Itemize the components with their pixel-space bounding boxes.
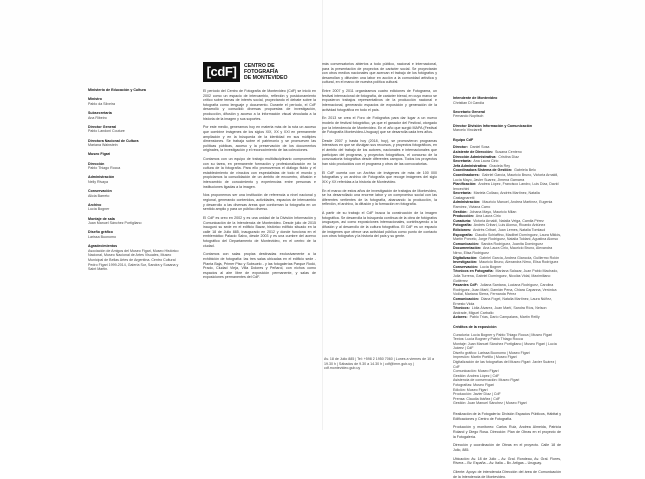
staff-role: Administración: [453, 200, 481, 205]
credit-block [88, 203, 186, 212]
staff-names: Daniel Sosa [469, 145, 490, 150]
intro-paragraph: Contamos con un equipo de trabajo multidisciplinario comprometido con su tarea, en permanente formación y profesionalización en la cultura de la fotografía. Para ello promovemos el diálogo fluido y el establecimiento de vínculos con especialistas de todo el mundo y propiciamos la consolidación de un ámbito de encuentro, difusión e intercambio de conocimiento y experiencias entre personas e instituciones ligadas a la imagen. [203, 157, 316, 189]
staff-row [453, 269, 561, 283]
staff-names: Graciela Rey [489, 163, 510, 168]
authority-block [453, 96, 561, 105]
credit-value: Larissa Buonomo [88, 235, 116, 239]
cdf-logo [203, 62, 288, 82]
team-title: Equipo CdF [453, 137, 474, 142]
staff-role: Digitalización: [453, 255, 478, 260]
authority-value: Fernando Nopitsch [453, 114, 484, 119]
staff-row [453, 233, 561, 242]
middle-paragraph: más conversatorios abiertos a todo público, nacional e internacional, para la presentación de proyectos de carácter social. Se proyectarán con otros medios nacionales que acercan el trabajo de los fotógrafos y desarrollan y difunden una labor en acción a la comunidad artística y cultural, en el marco de nuestra política cultural. [322, 62, 437, 85]
staff-role: Gestión: [453, 209, 468, 214]
credit-line: Textos: Lucía Bogner y Pablo Thiago Rocca [453, 337, 523, 342]
staff-role: Conservación: [453, 264, 478, 269]
authority-value: Christian Di Candia [453, 100, 484, 105]
staff-role: Secretaría: [453, 159, 472, 164]
credit-block [88, 139, 186, 148]
credit-line: Prensa: Claudia Ibáñez | CdF [453, 396, 501, 401]
credit-label: Directora Nacional de Cultura [88, 138, 139, 143]
authority-label: Secretario General [453, 109, 485, 114]
credit-value: Pablo da Silveira [88, 101, 115, 106]
staff-names: Susana Centeno [494, 149, 522, 154]
logo-line-3: DE MONTEVIDEO [244, 75, 288, 81]
intro-column [203, 89, 316, 344]
address-block: Av. 18 de Julio 885 | Tel: +598 2 1950 7060 | Lunes a viernes de 10 a 19.30 h | Sábados de 9.30 a 14.30 h | cdf@imm.gub.uy | cdf.montevideo.gub.uy [324, 357, 435, 371]
staff-names: Lucía Bogner [479, 264, 502, 269]
credit-block [88, 189, 186, 198]
staff-names: Victoria Arnaldi, Natalia Veiga, Camila Pérez [473, 218, 544, 223]
credit-value: Nelly Rivaya [88, 179, 108, 184]
staff-names: Lidia Álvarez, Juan Martí, Sandra Ríos, Nelson Andrade, Miguel Carballo [453, 306, 547, 315]
staff-names: Mariela Collazo, Andrés Martínez, Natalia Castagnaretti [453, 191, 540, 200]
staff-row [453, 246, 561, 255]
credit-block [88, 152, 186, 157]
staff-role: Comunicación: [453, 296, 479, 301]
staff-role: Ediciones: [453, 228, 472, 233]
middle-paragraph: En 2013 se crea el Foro de Fotógrafos para dar lugar a un nuevo modelo de festival fotográfico, ya que el ganador del Festival, otorgado por la Intendencia de Montevideo. En el año que surgió MAPA (Festival de Fotografía Montevideo-Uruguay) que se desarrolla cada tres años. [322, 116, 437, 135]
credit-value: Ana Ribeiro [88, 115, 107, 120]
staff-role: Pasantes CdF: [453, 283, 478, 288]
staff-role: Técnicos: [453, 306, 470, 311]
staff-role: Coordinadores: [453, 172, 480, 177]
credit-value: Juan Manuel Sánchez Portigliano [88, 221, 142, 226]
staff-row [453, 182, 561, 191]
staff-row [453, 283, 561, 297]
credit-label: Archivo [88, 202, 102, 207]
credit-label: Director General [88, 124, 117, 129]
authority-label: Intendente de Montevideo [453, 96, 498, 100]
credit-value: Pablo Thiago Rocca [88, 166, 121, 171]
cdf-logo-mark: [cdF] [203, 62, 240, 82]
staff-role: Coordinadora Sistema de Gestión: [453, 168, 513, 173]
credit-line: Gestión: Andrea López | CdF [453, 373, 500, 378]
credit-line: Comunicación: Museo Figari [453, 369, 499, 374]
authority-value: Marcelo Vinciarelli [453, 128, 483, 133]
staff-role: Técnicos en Fotografía: [453, 269, 494, 274]
bottom-note: Cliente: Apoyo de intendencia Dirección del área de Comunicación de la Intendencia de Montevideo. [453, 470, 561, 479]
credit-label: Museo Figari [88, 152, 111, 157]
credit-label: Ministerio de Educación y Cultura [88, 88, 146, 92]
staff-role: Dirección Administrativa: [453, 154, 497, 159]
credit-label: Ministro [88, 97, 102, 102]
staff-role: Investigación: [453, 260, 478, 265]
logo-line-1: CENTRO DE [244, 63, 275, 69]
staff-role: Jefa Administrativa: [453, 163, 488, 168]
left-column [88, 88, 186, 338]
credit-line: Montaje: Juan Manuel Sánchez Portigliano | Museo Figari | Lucía Juárez | CdF [453, 341, 557, 351]
credit-block [88, 111, 186, 120]
staff-names: Andrés Cribari, Juan Lemes, Natalia Tomlaud [473, 228, 546, 233]
credit-line: Digitalización de las fotografías del Museo Figari: Javier Suárez | CdF [453, 360, 557, 369]
credit-value: Alicia Barreto [88, 193, 110, 198]
bottom-note: Ubicación: Av. 18 de Julio – Av. Gral. Rondeau, Av. Gral. Flores, Rivera – Bv. España – Av. Italia – Bv. Artigas – Uruguay. [453, 456, 561, 466]
staff-names: Juliana Santana, Luciana Rodríguez, Carolina Rodríguez, Juan Martí, Damián Pena, Chiara Capanna, Verónica Vodial, Mariana Sierra, Fernanda Pérez [453, 283, 557, 297]
credits-title: Créditos de la exposición [453, 324, 497, 329]
staff-names: Gabriel García, Mauricio Bruno, Victoria Arnaldi, Lucía Mayo, Javier Suarez, Jimena Gamarra [453, 172, 559, 182]
intro-paragraph: Nos proponemos ser una institución de referencia a nivel nacional y regional, generando contenidos, actividades, espacios de intercambio y desarrollo a las diversas áreas que conforman la fotografía en un sentido amplio y para un público diverso. [203, 193, 316, 212]
staff-names: Mauricio Bruno, Alexandra Nirno, Elisa Rodríguez [479, 260, 559, 265]
credit-block [88, 88, 186, 93]
middle-paragraph: Entre 2007 y 2011 organizamos cuatro ediciones de Fotograma, un festival internacional de fotografía, de carácter bienal, en cuyo marco se expusieron trabajos representativos de la producción nacional e internacional, generando espacios de exposición y generación de la actividad fotográfica en todo el país. [322, 89, 437, 112]
credit-block [88, 230, 186, 239]
bottom-note: Dirección y coordinación de Obras en el proyecto. Calle 18 de Julio, 885. [453, 443, 561, 452]
middle-paragraph: En el marco de estos años de investigación de trabajos de Montevideo, se ha desarrollado una enorme labor y un compromiso social con las diferentes vertientes de la fotografía, abarcando la producción, la reflexión, el archivo, la difusión y la formación en fotografía. [322, 188, 437, 207]
staff-names: Andrea López, Francisco Landro, Luis Díaz, David Iencechini [453, 182, 559, 191]
right-column [453, 96, 562, 479]
credit-line: Producción: Javier Díaz | CdF [453, 392, 501, 397]
authority-label: Director División Información y Comunicación [453, 123, 533, 128]
credit-label: Agradecimientos [88, 244, 118, 249]
credits-list [453, 333, 561, 407]
credit-value: Pablo Landoni Couture [88, 129, 125, 134]
staff-role: Director: [453, 145, 468, 150]
staff-names: Pablo Trías, Darío Campalans, Martín Reilly [469, 315, 540, 320]
staff-names: Ana Laura Cirio, Mauricio Bruno, Alexandra Nirno, Elisa Rodríguez [453, 246, 553, 255]
credit-line: Asistencia de conservación: Museo Figari [453, 378, 520, 383]
intro-paragraph: Por este medio, generamos hoy en materia más de la ruta un acceso que combine imágenes de los siglos XIX, XX y XXI en permanente ampliación y en la búsqueda de la identidad en sus múltiples dimensiones. Se trabaja sobre el patrimonio y se promueven las políticas públicas, acceso y la preservación de los documentos originales, la investigación y el reconocimiento de las colecciones. [203, 125, 316, 153]
staff-role: Asistente de Dirección: [453, 149, 493, 154]
credit-label: Administración [88, 175, 115, 180]
staff-role: Secretaría: [453, 191, 472, 196]
credit-label: Conservación [88, 189, 112, 194]
staff-role: Planificación: [453, 182, 477, 187]
intro-paragraph: El período del Centro de Fotografía de Montevideo (CdF) se inició en 2002 como un espacio de intercambio, reflexión y posicionamiento crítico sobre temas de interés social, proyectando el debate sobre la fotografía como lenguaje y documento. Durante el período, el CdF desarrolló y consolidó diversas propuestas de investigación, producción, difusión y acceso a la información visual vinculada a la historia de la imagen y sus soportes. [203, 89, 316, 121]
intro-paragraph: Contamos con salas propias destinadas exclusivamente a la exhibición de fotografía: las tres salas ubicadas en el edificio sede - Planta Baja, Primer Piso y Subsuelo - y las fotogalerías Parque Rodó, Prado, Ciudad Vieja, Villa Dolores y Peñarol, con nichos como espacios al aire libre de exposición permanente, y salas de exposiciones permanentes del CdF. [203, 252, 316, 280]
staff-role: Comunicación: [453, 241, 479, 246]
credit-label: Subsecretaria [88, 110, 112, 115]
credit-block [88, 175, 186, 184]
credit-block [88, 97, 186, 106]
logo-line-2: FOTOGRAFÍA [244, 69, 279, 75]
staff-role: Documentación: [453, 246, 482, 251]
staff-names: Mariana Salazar, Juan Pablo Machado, Julia Turrena, Gabriel Domínguez, Nicolás Vidal, Maximiliano Gutiérrez [453, 269, 559, 283]
credit-block [88, 125, 186, 134]
credit-block [88, 244, 186, 272]
staff-row [453, 200, 561, 209]
staff-row [453, 315, 561, 320]
staff-names: Sandra Rodríguez, Juanita Domínguez [480, 241, 544, 246]
staff-names: Gabriela Belo [514, 168, 536, 173]
credit-line: Diseño gráfico: Larissa Buonomo | Museo Figari [453, 350, 530, 355]
credit-label: Dirección [88, 161, 105, 166]
middle-column [322, 62, 437, 352]
intro-paragraph: El CdF es creo en 2002 y es una unidad de la División Información y Comunicación de la Intendencia de Montevideo. Desde julio de 2015 inauguró su sede en el edificio Bazar, histórico edificio situado en la calle 18 de Julio 885, inaugurado en 2012 y donde funciona en el emblemático Palacio Salvo, desde 2003 y es una cumbre del acervo fotográfico del Departamento de Montevideo, en el centro de la ciudad. [203, 216, 316, 248]
credit-line: Gestión: Juan Manuel Sánchez | Museo Figari [453, 401, 527, 406]
authority-block [453, 124, 561, 133]
staff-role: Espografía: [453, 232, 473, 237]
credit-block [88, 162, 186, 171]
bottom-notes [453, 412, 561, 479]
staff-names: Claudio Schiaffino, Madibel Domínguez, Laura Miklós, Martín Porcelo, Jorge Rodríguez, Natalia Toldanl, Agustina Alonso [453, 232, 562, 242]
staff-names: Johana Mayo, Mauricio Milan [469, 209, 517, 214]
staff-row [453, 191, 561, 200]
staff-names: Ana Laura Cirio [473, 159, 499, 164]
bottom-note: Realización de la Fotogalería: División Espacios Públicos, Hábitat y Edificaciones y Centro de Fotografía. [453, 412, 561, 421]
staff-names: Ana Laura Cirio [475, 214, 501, 219]
staff-role: Producción: [453, 214, 474, 219]
bottom-note: Producción y monitoreo: Carlos Ruiz, Andrea Almeida, Patricia Roland y Diego Rosa. Dirección: Plan de Obras en el proyecto de la Fotogalería. [453, 425, 561, 439]
credit-value: Mariana Wainstein [88, 143, 118, 148]
staff-names: Cristina Díaz [498, 154, 519, 159]
credit-block [88, 217, 186, 226]
credit-line: Edición: Museo Figari [453, 387, 488, 392]
staff-names: Andrés Cribari, Luis Alonso, Ricardo Antúnez [473, 223, 546, 228]
credit-value: Lucía Bogner [88, 207, 110, 212]
credit-label: Diseño gráfico [88, 230, 113, 235]
credit-value: Asociación de Amigos del Museo Figari, Museo Histórico Nacional, Museo Nacional de Artes Visuales, Museo Municipal de Bellas Artes de Argentina. Centro Cultural Pedro Figari 1999-2014, Galería Sur, Sandra y Susana y Saint Martin. [88, 248, 179, 272]
staff-row [453, 173, 561, 182]
authority-block [453, 110, 561, 119]
staff-names: Mauricio Manuel, Andrea Martínez, Eugenia Ramírez, Viviana Carro [453, 200, 553, 210]
credit-line: Fotografías: Museo Figari [453, 383, 494, 388]
middle-paragraph: A partir de su trabajo el CdF busca la construcción de la imagen fotográfica. Se desarrolla la búsqueda continua de la obra de fotógrafos uruguayos, así como exposiciones internacionales, contribuyendo a la difusión y al desarrollo de la cultura fotográfica. El CdF es un espacio de imágenes que ofrece una actividad pública como punto de contacto con otros fotógrafos y la historia del país y su gente. [322, 211, 437, 239]
credit-line: Impresión: Martín Portillo | Museo Figari [453, 355, 517, 360]
staff-names: Gabriel García, Andrea Giancola, Guillermo Rolón [479, 255, 560, 260]
credit-label: Montaje de sala [88, 216, 115, 221]
credit-line: Curaduría: Lucía Bogner y Pablo Thiago Rocca | Museo Figari [453, 332, 553, 337]
staff-row [453, 297, 561, 306]
staff-names: Diana Fogel, Natalia Martínez, Laura Núñez, Ernesto Viola [453, 296, 553, 306]
middle-paragraph: Desde 2007 y hasta hoy (2018, hoy), se promovieron programas intensivos en que se divulgan sus recursos, y proyectos fotográficos, en el ámbito del trabajo de los autores, nacionales e internacionales que participan del programa, y proyectos fotográficos, el concurso de la convocatoria fotográfica desde diferentes campos. Todos los proyectos han sido producidos con el programa y otros de las convocatorias. [322, 138, 437, 166]
staff-role: Curaduría: [453, 218, 472, 223]
staff-role: Actores: [453, 315, 468, 320]
cdf-logo-text [244, 63, 288, 81]
staff-role: Fotografía: [453, 223, 472, 228]
staff-row [453, 306, 561, 315]
middle-paragraph: El CdF cuenta con un Archivo de imágenes de más de 100 000 fotografías y un archivo de Fotografía que recoge imágenes del siglo XIX y XX referidas a la historia de Montevideo. [322, 170, 437, 184]
